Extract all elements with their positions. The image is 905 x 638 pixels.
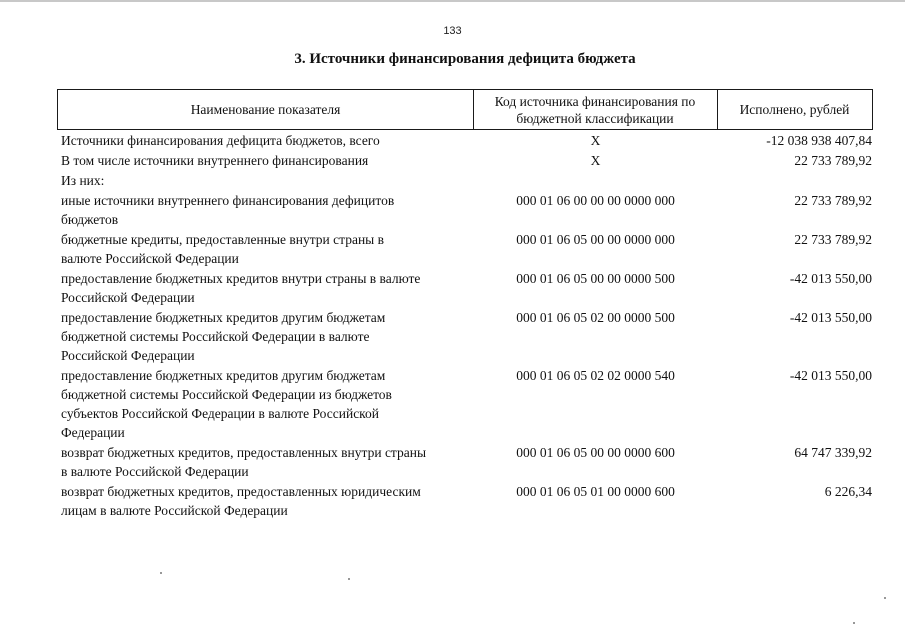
row-name-line: Из них: <box>61 173 105 188</box>
row-amount: -12 038 938 407,84 <box>766 133 872 148</box>
row-name-line: субъектов Российской Федерации в валюте Российской <box>61 406 380 421</box>
table-row <box>0 443 905 482</box>
row-code: X <box>590 133 601 148</box>
row-name-line: в валюте Российской Федерации <box>61 464 249 479</box>
row-name-line: возврат бюджетных кредитов, предоставленных внутри страны <box>61 445 427 460</box>
scan-speck <box>853 622 855 624</box>
row-name-line: бюджетов <box>61 212 119 227</box>
row-name-line: предоставление бюджетных кредитов внутри страны в валюте <box>61 271 421 286</box>
row-name <box>61 269 481 307</box>
table-row <box>0 131 905 151</box>
row-name-line: бюджетной системы Российской Федерации в валюте <box>61 329 370 344</box>
table-body <box>0 131 905 521</box>
scan-speck <box>884 597 886 599</box>
row-name-line: возврат бюджетных кредитов, предоставленных юридическим <box>61 484 421 499</box>
row-name <box>61 366 481 442</box>
row-amount: 22 733 789,92 <box>794 232 872 247</box>
row-name <box>61 230 481 268</box>
scan-speck <box>160 572 162 574</box>
row-amount: 64 747 339,92 <box>794 445 872 460</box>
row-code: 000 01 06 05 02 02 0000 540 <box>516 368 675 383</box>
row-code: X <box>590 153 601 168</box>
page-number: 133 <box>443 25 462 37</box>
row-amount: -42 013 550,00 <box>789 271 872 286</box>
row-name-line: иные источники внутреннего финансирования дефицитов <box>61 193 395 208</box>
table-row <box>0 230 905 269</box>
header-name-column: Наименование показателя <box>58 90 474 129</box>
row-name <box>61 191 481 229</box>
row-code: 000 01 06 00 00 00 0000 000 <box>516 193 675 208</box>
header-amount-column: Исполнено, рублей <box>739 102 850 117</box>
row-amount: -42 013 550,00 <box>789 310 872 325</box>
row-name-line: Российской Федерации <box>61 348 195 363</box>
row-name-line: предоставление бюджетных кредитов другим бюджетам <box>61 310 386 325</box>
header-code-column <box>473 90 718 129</box>
row-name-line: предоставление бюджетных кредитов другим бюджетам <box>61 368 386 383</box>
row-name <box>61 171 481 190</box>
row-amount: -42 013 550,00 <box>789 368 872 383</box>
row-name <box>61 151 481 170</box>
row-name-line: валюте Российской Федерации <box>61 251 239 266</box>
row-code: 000 01 06 05 00 00 0000 500 <box>516 271 675 286</box>
header-code-line-2: бюджетной классификации <box>516 110 674 126</box>
row-name <box>61 308 481 365</box>
row-name <box>61 482 481 520</box>
row-amount: 6 226,34 <box>824 484 872 499</box>
row-code: 000 01 06 05 01 00 0000 600 <box>516 484 675 499</box>
row-name-line: В том числе источники внутреннего финансирования <box>61 153 369 168</box>
row-name-line: бюджетные кредиты, предоставленные внутри страны в <box>61 232 384 247</box>
row-amount: 22 733 789,92 <box>794 153 872 168</box>
table-row <box>0 366 905 443</box>
row-name <box>61 443 481 481</box>
header-code-line-1: Код источника финансирования по <box>494 93 696 109</box>
table-row <box>0 308 905 366</box>
table-row <box>0 151 905 171</box>
table-row <box>0 482 905 521</box>
row-name-line: Федерации <box>61 425 125 440</box>
table-row <box>0 191 905 230</box>
row-name-line: лицам в валюте Российской Федерации <box>61 503 288 518</box>
row-name-line: Российской Федерации <box>61 290 195 305</box>
scan-speck <box>348 578 350 580</box>
row-name-line: бюджетной системы Российской Федерации из бюджетов <box>61 387 392 402</box>
table-row <box>0 171 905 191</box>
table-header <box>57 89 873 130</box>
row-code: 000 01 06 05 02 00 0000 500 <box>516 310 675 325</box>
row-name-line: Источники финансирования дефицита бюджетов, всего <box>61 133 380 148</box>
row-amount: 22 733 789,92 <box>794 193 872 208</box>
row-name <box>61 131 481 150</box>
scan-edge <box>0 0 905 2</box>
row-code: 000 01 06 05 00 00 0000 600 <box>516 445 675 460</box>
row-code: 000 01 06 05 00 00 0000 000 <box>516 232 675 247</box>
page-title: 3. Источники финансирования дефицита бюджета <box>294 51 636 67</box>
table-row <box>0 269 905 308</box>
